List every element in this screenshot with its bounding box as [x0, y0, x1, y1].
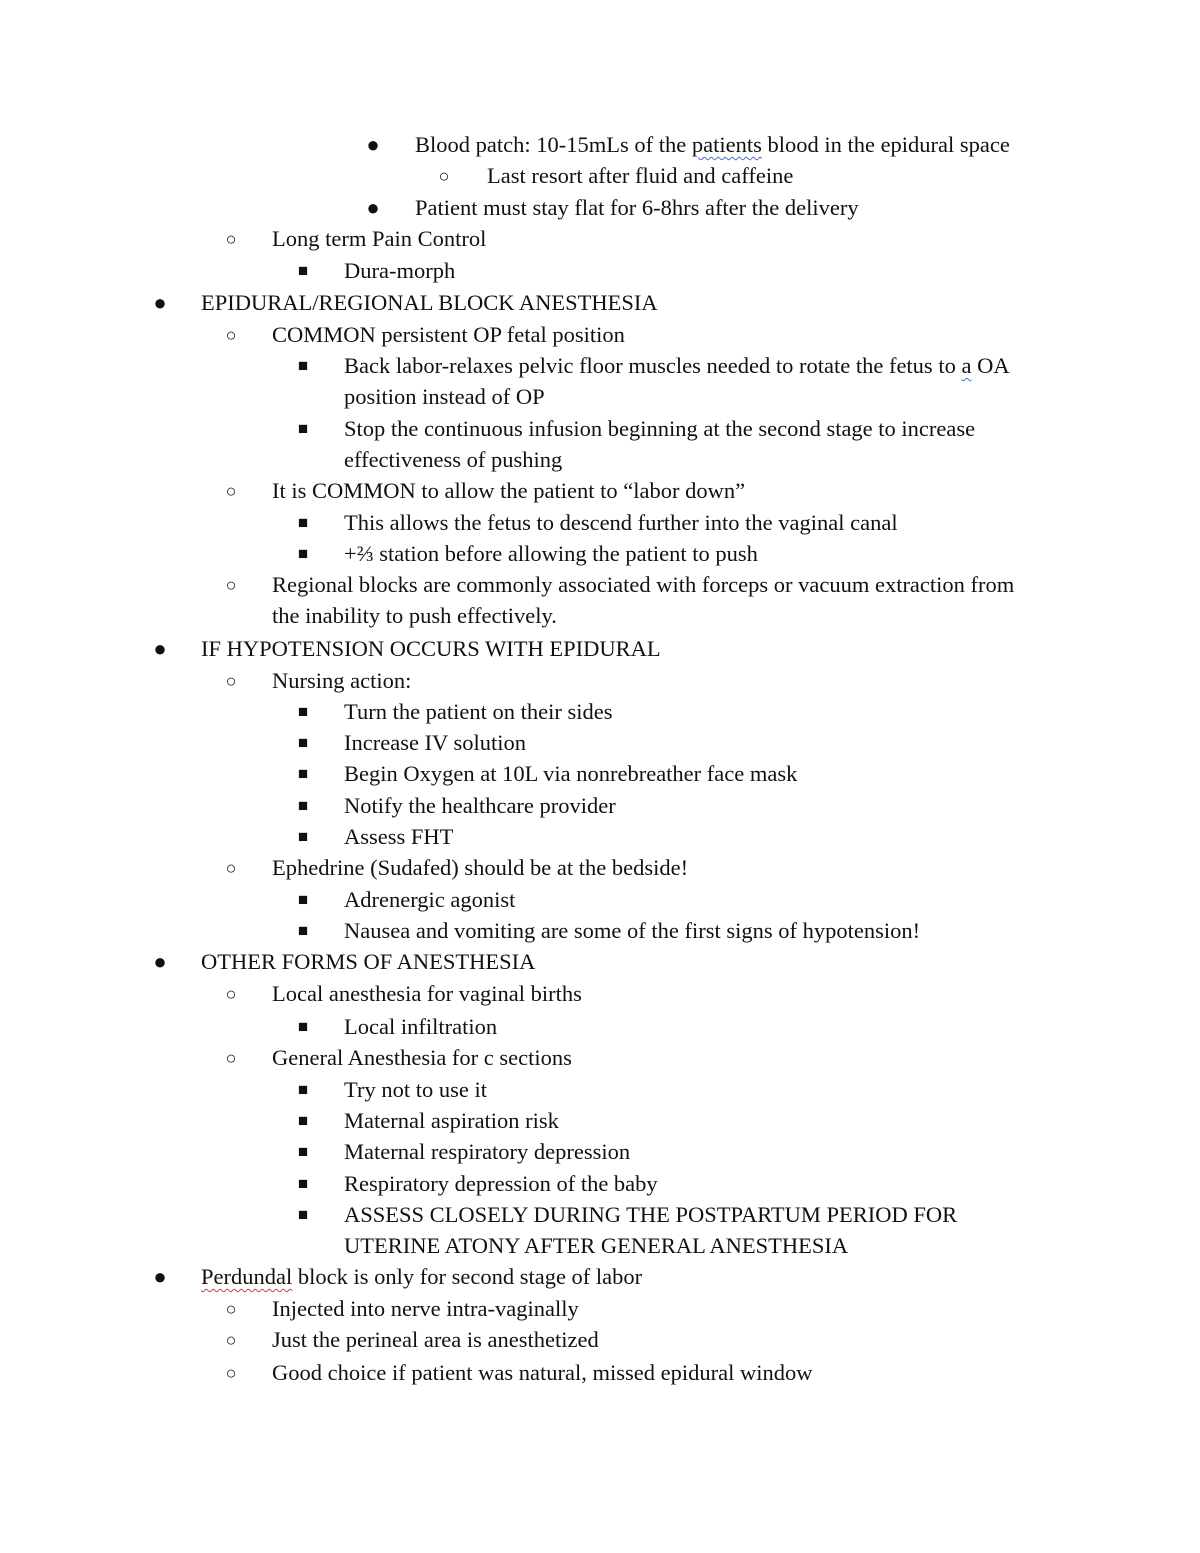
list-item-text: Respiratory depression of the baby: [344, 1171, 658, 1196]
list-item-text: This allows the fetus to descend further into the vaginal canal: [344, 510, 898, 535]
bullet-square-icon: ■: [297, 1111, 309, 1130]
list-item-text: Try not to use it: [344, 1077, 487, 1102]
list-item: [0, 1324, 1200, 1356]
list-item: [0, 758, 1200, 790]
bullet-disc-icon: ●: [153, 636, 167, 661]
bullet-square-icon: ■: [297, 544, 309, 563]
list-item-text: Injected into nerve intra-vaginally: [272, 1296, 579, 1321]
list-item-text: Nausea and vomiting are some of the first signs of hypotension!: [344, 918, 921, 943]
list-item: [0, 852, 1200, 884]
list-item-text: Blood patch: 10-15mLs of the patients blood in the epidural space: [415, 132, 1010, 157]
bullet-circle-icon: ○: [225, 984, 237, 1004]
list-item: [0, 413, 1200, 445]
list-item-text: EPIDURAL/REGIONAL BLOCK ANESTHESIA: [201, 290, 658, 315]
bullet-disc-icon: ●: [153, 1264, 167, 1289]
list-item-text: OTHER FORMS OF ANESTHESIA: [201, 949, 536, 974]
list-item: [0, 633, 1200, 665]
list-item-text: Increase IV solution: [344, 730, 527, 755]
list-item-text: ASSESS CLOSELY DURING THE POSTPARTUM PERIOD FOR: [344, 1202, 958, 1227]
list-item: [0, 255, 1200, 287]
bullet-square-icon: ■: [297, 513, 309, 532]
list-item: [0, 884, 1200, 916]
list-item: [0, 790, 1200, 822]
list-item: [0, 129, 1200, 161]
bullet-circle-icon: ○: [225, 575, 237, 595]
list-item: [0, 475, 1200, 507]
list-item: [0, 1011, 1200, 1043]
list-item: [0, 381, 1200, 413]
bullet-square-icon: ■: [297, 827, 309, 846]
bullet-square-icon: ■: [297, 1080, 309, 1099]
bullet-square-icon: ■: [297, 702, 309, 721]
list-item-text: +⅔ station before allowing the patient to push: [344, 541, 758, 566]
bullet-circle-icon: ○: [225, 1363, 237, 1383]
list-item-text: position instead of OP: [344, 384, 545, 409]
list-item: [0, 665, 1200, 697]
bullet-square-icon: ■: [297, 1205, 309, 1224]
list-item-text: Back labor-relaxes pelvic floor muscles needed to rotate the fetus to a OA: [344, 353, 1010, 378]
list-item: [0, 350, 1200, 382]
spellcheck-underline: patients: [691, 132, 762, 157]
list-item: [0, 821, 1200, 853]
list-item: [0, 444, 1200, 476]
list-item: [0, 1105, 1200, 1137]
list-item: [0, 696, 1200, 728]
list-item-text: Begin Oxygen at 10L via nonrebreather face mask: [344, 761, 798, 786]
list-item: [0, 319, 1200, 351]
list-item: [0, 1199, 1200, 1231]
list-item: [0, 1168, 1200, 1200]
bullet-circle-icon: ○: [438, 166, 450, 186]
bullet-square-icon: ■: [297, 419, 309, 438]
list-item-text: Patient must stay flat for 6-8hrs after the delivery: [415, 195, 859, 220]
list-item-text: COMMON persistent OP fetal position: [272, 322, 625, 347]
list-item-text: Stop the continuous infusion beginning at the second stage to increase: [344, 416, 976, 441]
bullet-square-icon: ■: [297, 1142, 309, 1161]
list-item: [0, 600, 1200, 632]
bullet-square-icon: ■: [297, 890, 309, 909]
list-item-text: Ephedrine (Sudafed) should be at the bedside!: [272, 855, 689, 880]
bullet-square-icon: ■: [297, 921, 309, 940]
list-item-text: the inability to push effectively.: [272, 603, 557, 628]
list-item-text: Local infiltration: [344, 1014, 498, 1039]
bullet-circle-icon: ○: [225, 325, 237, 345]
list-item-text: Maternal aspiration risk: [344, 1108, 559, 1133]
list-item: [0, 223, 1200, 255]
list-item: [0, 507, 1200, 539]
list-item: [0, 1293, 1200, 1325]
list-item: [0, 192, 1200, 224]
list-item-text: Dura-morph: [344, 258, 456, 283]
list-item: [0, 569, 1200, 601]
spellcheck-underline: Perdundal: [201, 1264, 293, 1289]
list-item: [0, 946, 1200, 978]
list-item-text: Long term Pain Control: [272, 226, 487, 251]
bullet-square-icon: ■: [297, 733, 309, 752]
bullet-square-icon: ■: [297, 764, 309, 783]
bullet-disc-icon: ●: [366, 132, 380, 157]
bullet-circle-icon: ○: [225, 229, 237, 249]
list-item: [0, 1261, 1200, 1293]
bullet-circle-icon: ○: [225, 858, 237, 878]
list-item-text: Adrenergic agonist: [344, 887, 516, 912]
list-item: [0, 978, 1200, 1010]
list-item-text: Local anesthesia for vaginal births: [272, 981, 582, 1006]
list-item-text: Perdundal block is only for second stage of labor: [201, 1264, 643, 1289]
list-item-text: It is COMMON to allow the patient to “labor down”: [272, 478, 746, 503]
list-item-text: IF HYPOTENSION OCCURS WITH EPIDURAL: [201, 636, 661, 661]
bullet-circle-icon: ○: [225, 1299, 237, 1319]
list-item-text: Notify the healthcare provider: [344, 793, 616, 818]
list-item: [0, 538, 1200, 570]
list-item: [0, 1074, 1200, 1106]
list-item: [0, 1357, 1200, 1389]
bullet-square-icon: ■: [297, 796, 309, 815]
bullet-circle-icon: ○: [225, 1048, 237, 1068]
list-item-text: Maternal respiratory depression: [344, 1139, 631, 1164]
list-item-text: Turn the patient on their sides: [344, 699, 613, 724]
bullet-disc-icon: ●: [153, 290, 167, 315]
bullet-circle-icon: ○: [225, 1330, 237, 1350]
bullet-circle-icon: ○: [225, 671, 237, 691]
list-item: [0, 1230, 1200, 1262]
bullet-circle-icon: ○: [225, 481, 237, 501]
list-item: [0, 727, 1200, 759]
bullet-square-icon: ■: [297, 1174, 309, 1193]
list-item-text: Good choice if patient was natural, missed epidural window: [272, 1360, 813, 1385]
bullet-square-icon: ■: [297, 261, 309, 280]
list-item-text: Last resort after fluid and caffeine: [487, 163, 794, 188]
bullet-disc-icon: ●: [153, 949, 167, 974]
list-item: [0, 287, 1200, 319]
list-item-text: Nursing action:: [272, 668, 412, 693]
list-item-text: UTERINE ATONY AFTER GENERAL ANESTHESIA: [344, 1233, 849, 1258]
list-item: [0, 160, 1200, 192]
list-item-text: Regional blocks are commonly associated with forceps or vacuum extraction from: [272, 572, 1015, 597]
list-item-text: General Anesthesia for c sections: [272, 1045, 572, 1070]
list-item: [0, 1042, 1200, 1074]
list-item-text: Just the perineal area is anesthetized: [272, 1327, 599, 1352]
list-item: [0, 915, 1200, 947]
spellcheck-underline: a: [961, 353, 972, 378]
list-item-text: effectiveness of pushing: [344, 447, 563, 472]
bullet-disc-icon: ●: [366, 195, 380, 220]
bullet-square-icon: ■: [297, 356, 309, 375]
list-item-text: Assess FHT: [344, 824, 454, 849]
list-item: [0, 1136, 1200, 1168]
bullet-square-icon: ■: [297, 1017, 309, 1036]
